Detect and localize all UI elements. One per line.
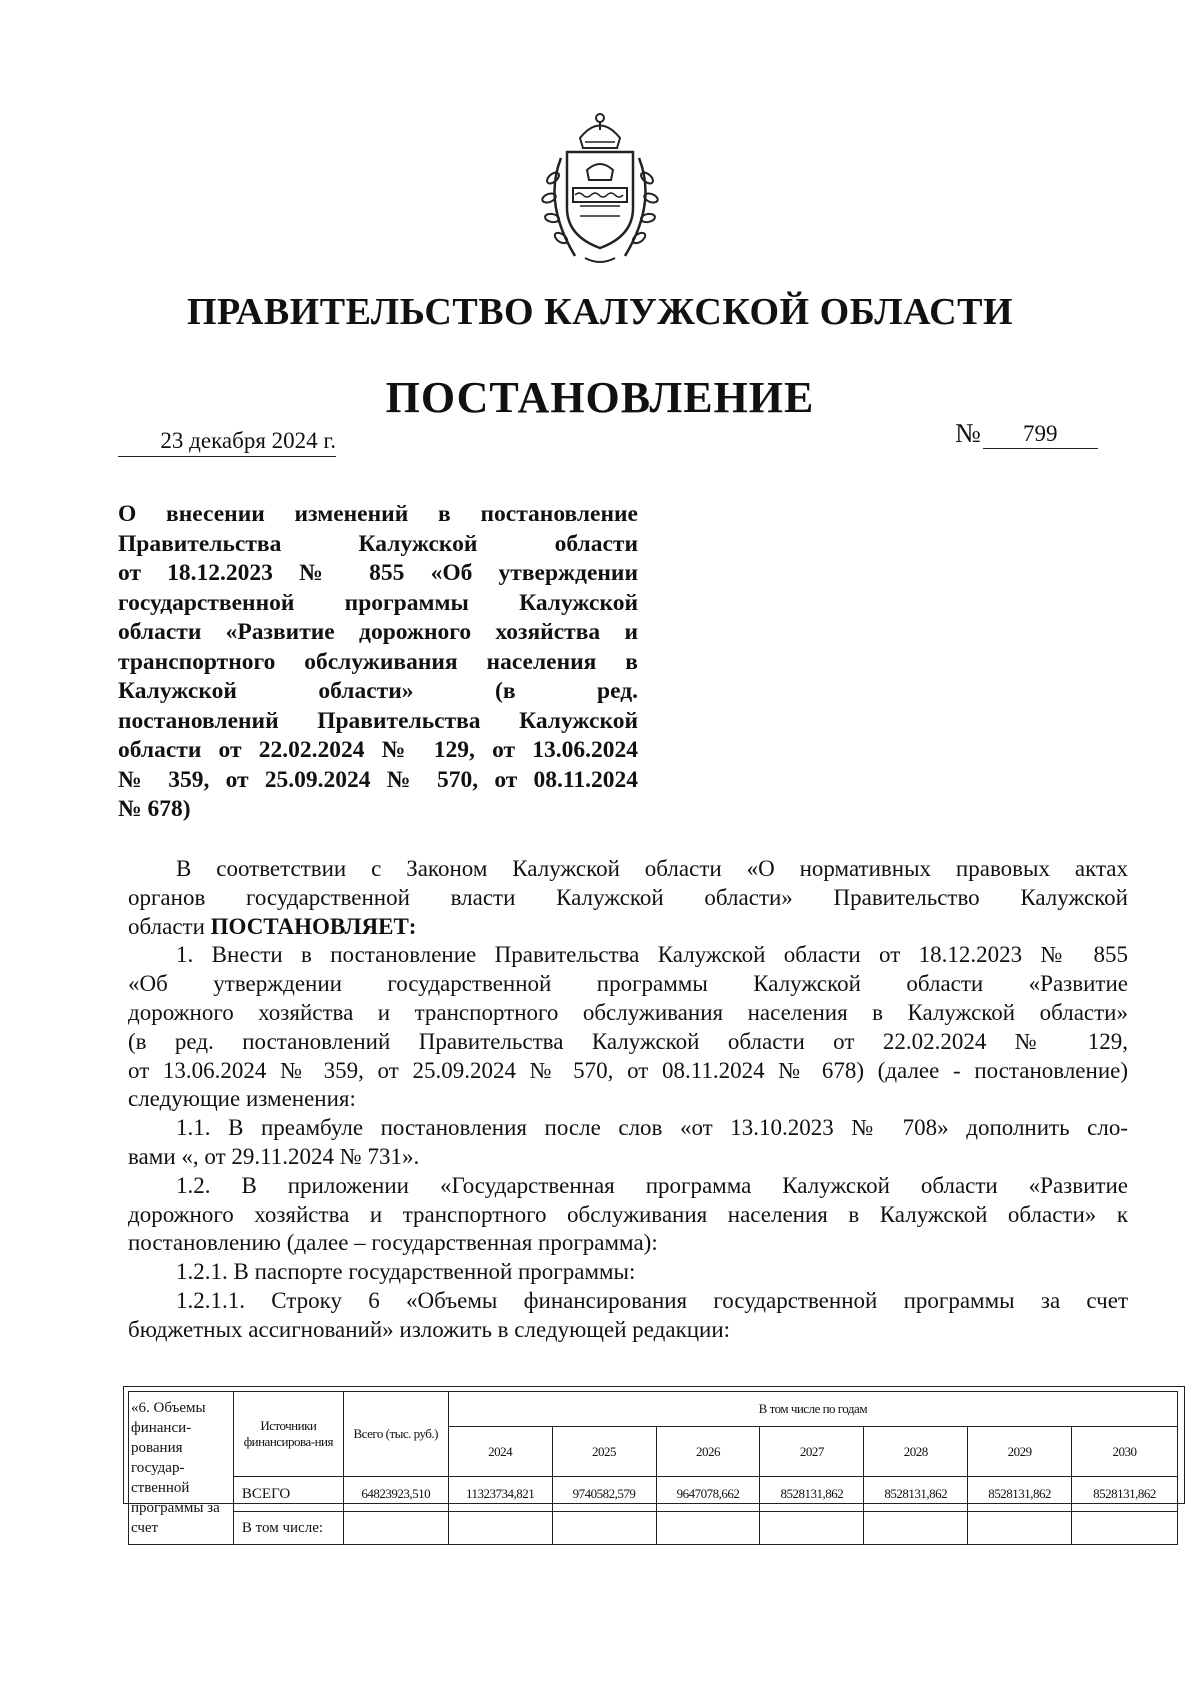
table-row	[129, 1477, 1178, 1512]
paragraph-1-line: (в ред. постановлений Правительства Калужской области от 22.02.2024 № 129,	[128, 1028, 1128, 1054]
subject-line: области от 22.02.2024 № 129, от 13.06.2024	[118, 737, 638, 763]
header-year: 2025	[552, 1427, 656, 1477]
organization-title: ПРАВИТЕЛЬСТВО КАЛУЖСКОЙ ОБЛАСТИ	[186, 291, 1014, 333]
kaluga-coat-of-arms-icon	[535, 108, 665, 268]
subject-line: № 359, от 25.09.2024 № 570, от 08.11.2024	[118, 766, 638, 793]
subject-line: № 678)	[118, 796, 191, 822]
document-number	[955, 418, 1098, 449]
value-cell	[760, 1512, 864, 1545]
paragraph-1-2-1-1-line: бюджетных ассигнований» изложить в следующей редакции:	[128, 1316, 731, 1342]
subject-line: постановлений Правительства Калужской	[118, 707, 638, 734]
value-cell: 8528131,862	[760, 1477, 864, 1512]
header-year: 2030	[1072, 1427, 1178, 1477]
paragraph-1-2-line: постановлению (далее – государственная программа):	[128, 1230, 658, 1256]
paragraph-1-line: от 13.06.2024 № 359, от 25.09.2024 № 570, от 08.11.2024 № 678) (далее - постановление)	[128, 1057, 1128, 1083]
header-by-years: В том числе по годам	[448, 1392, 1177, 1427]
source-cell: ВСЕГО	[233, 1477, 343, 1512]
value-cell: 8528131,862	[968, 1477, 1072, 1512]
value-cell: 9740582,579	[552, 1477, 656, 1512]
paragraph-1-1-line: 1.1. В преамбуле постановления после слов «от 13.10.2023 № 708» дополнить сло-	[176, 1115, 1128, 1141]
table-row-label: «6. Объемы финанси-рования государ-ственной программы за счет	[129, 1392, 234, 1545]
subject-line: Правительства Калужской области	[118, 530, 638, 557]
preamble-line: В соответствии с Законом Калужской области «О нормативных правовых актах	[176, 856, 1128, 881]
paragraph-1-2-1-line: 1.2.1. В паспорте государственной программы:	[176, 1259, 636, 1285]
paragraph-1-line: дорожного хозяйства и транспортного обслуживания населения в Калужской области»	[128, 999, 1128, 1025]
financing-table	[128, 1391, 1178, 1545]
value-cell	[968, 1512, 1072, 1545]
value-cell	[448, 1512, 552, 1545]
header-year: 2028	[864, 1427, 968, 1477]
subject-line: от 18.12.2023 № 855 «Об утверждении	[118, 560, 638, 586]
document-date: 23 декабря 2024 г.	[118, 428, 336, 457]
paragraph-1-line: 1. Внести в постановление Правительства Калужской области от 18.12.2023 № 855	[176, 942, 1128, 968]
document-subject	[118, 500, 638, 825]
header-total: Всего (тыс. руб.)	[343, 1392, 448, 1477]
header-year: 2026	[656, 1427, 760, 1477]
total-cell: 64823923,510	[343, 1477, 448, 1512]
paragraph-1-2-1-1-line: 1.2.1.1. Строку 6 «Объемы финансирования государственной программы за счет	[176, 1287, 1128, 1313]
preamble-line: органов государственной власти Калужской области» Правительство Калужской	[128, 884, 1128, 910]
paragraph-1-line: следующие изменения:	[128, 1086, 356, 1112]
value-cell	[864, 1512, 968, 1545]
value-cell: 11323734,821	[448, 1477, 552, 1512]
subject-line: транспортного обслуживания населения в	[118, 648, 638, 675]
value-cell	[552, 1512, 656, 1545]
paragraph-1-1-line: вами «, от 29.11.2024 № 731».	[128, 1143, 420, 1169]
subject-line: Калужской области» (в ред.	[118, 678, 638, 704]
paragraph-1-2-line: дорожного хозяйства и транспортного обслуживания населения в Калужской области» к	[128, 1201, 1128, 1227]
source-cell: В том числе:	[233, 1512, 343, 1545]
header-sources: Источники финансирова-ния	[233, 1392, 343, 1477]
number-value: 799	[983, 421, 1098, 449]
paragraph-1-2-line: 1.2. В приложении «Государственная программа Калужской области «Развитие	[176, 1172, 1128, 1198]
value-cell	[1072, 1512, 1178, 1545]
subject-line: О внесении изменений в постановление	[118, 501, 638, 527]
number-sign: №	[955, 418, 981, 448]
document-type-title: ПОСТАНОВЛЕНИЕ	[385, 373, 815, 422]
table-row	[129, 1512, 1178, 1545]
value-cell: 8528131,862	[1072, 1477, 1178, 1512]
value-cell: 8528131,862	[864, 1477, 968, 1512]
document-body	[128, 855, 1128, 1345]
subject-line: области «Развитие дорожного хозяйства и	[118, 619, 638, 645]
paragraph-1-line: «Об утверждении государственной программы Калужской области «Развитие	[128, 971, 1128, 997]
subject-line: государственной программы Калужской	[118, 589, 638, 616]
preamble-line	[128, 913, 1128, 942]
header-year: 2024	[448, 1427, 552, 1477]
header-year: 2027	[760, 1427, 864, 1477]
total-cell	[343, 1512, 448, 1545]
value-cell	[656, 1512, 760, 1545]
value-cell: 9647078,662	[656, 1477, 760, 1512]
preamble-prefix: области	[128, 913, 211, 939]
header-year: 2029	[968, 1427, 1072, 1477]
resolves-keyword: ПОСТАНОВЛЯЕТ:	[210, 913, 417, 939]
